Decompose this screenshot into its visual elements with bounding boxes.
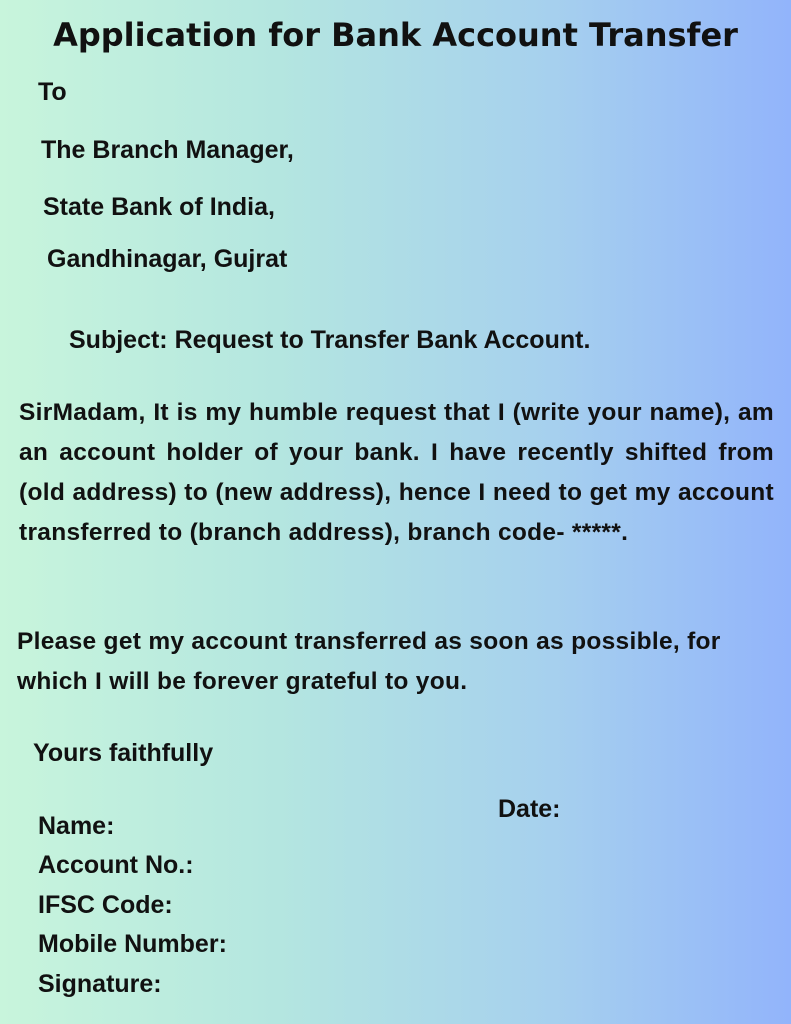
recipient-line-3: Gandhinagar, Gujrat [47, 245, 288, 273]
recipient-line-1: The Branch Manager, [41, 136, 294, 164]
name-field-label: Name: [38, 812, 115, 840]
subject-line: Subject: Request to Transfer Bank Account. [69, 326, 591, 354]
date-label: Date: [498, 795, 561, 823]
body-paragraph-1: SirMadam, It is my humble request that I (write your name), am an account holder of your bank. I have recently shifted from (old address) to (new address), hence I need to get my account transferred to (branch address), branch code- *****. [19, 399, 774, 546]
closing-text: Yours faithfully [33, 739, 214, 767]
mobile-number-label: Mobile Number: [38, 930, 227, 958]
document-title: Application for Bank Account Transfer [53, 16, 738, 54]
ifsc-code-label: IFSC Code: [38, 891, 173, 919]
body-paragraph-2: Please get my account transferred as soon as possible, for which I will be forever grateful to you. [17, 628, 721, 695]
signature-label: Signature: [38, 970, 162, 998]
recipient-line-2: State Bank of India, [43, 193, 275, 221]
account-number-label: Account No.: [38, 851, 194, 879]
to-label: To [38, 78, 67, 106]
